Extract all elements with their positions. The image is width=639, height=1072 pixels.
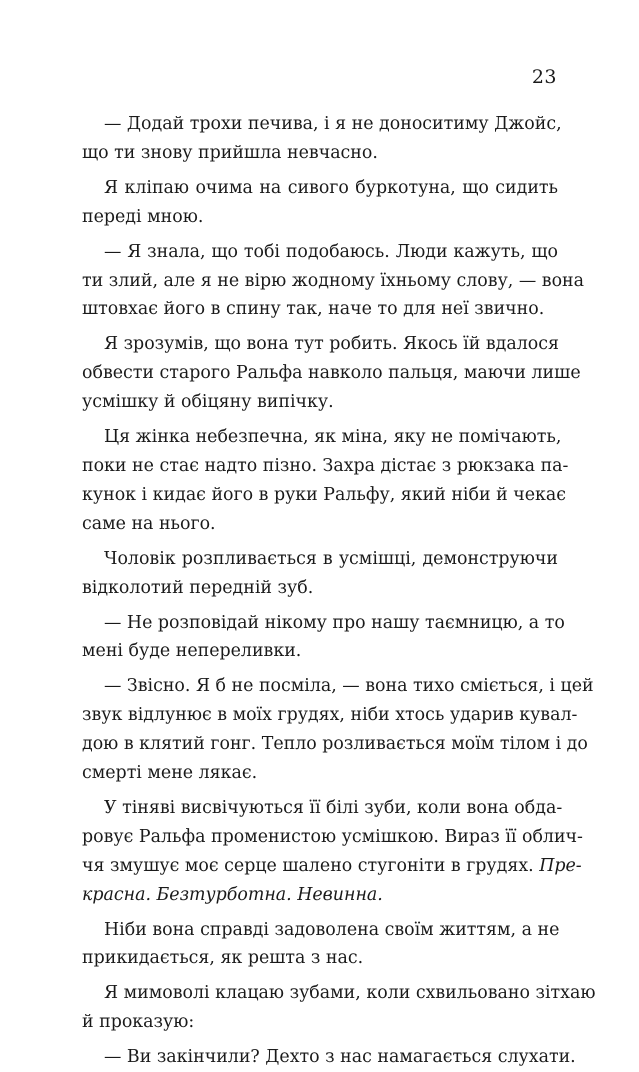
paragraph: [82, 110, 562, 168]
text-line: усмішку й обіцяну випічку.: [82, 392, 334, 413]
text-line: — Не розповідай нікому про нашу таємницю, а то: [104, 612, 565, 633]
paragraph: [82, 916, 558, 974]
text-line: Я мимоволі клацаю зубами, коли схвильовано зітхаю: [104, 983, 596, 1004]
italic-segment: Пре-: [539, 855, 582, 876]
text-line: — Ви закінчили? Дехто з нас намагається слухати.: [104, 1047, 576, 1068]
text-line: мені буде непереливки.: [82, 641, 302, 662]
text-line: Я зрозумів, що вона тут робить. Якось їй вдалося: [104, 334, 559, 355]
text-line: переді мною.: [82, 206, 204, 227]
text-line: штовхає його в спину так, наче то для неї звично.: [82, 299, 545, 320]
text-line: поки не стає надто пізно. Захра дістає з рюкзака па-: [82, 455, 569, 476]
text-line: дою в клятий гонг. Тепло розливається моїм тілом і до: [82, 734, 588, 755]
page-number: 23: [531, 66, 557, 88]
text-line: Ніби вона справді задоволена своїм життям, а не: [104, 919, 560, 940]
text-line: прикидається, як решта з нас.: [82, 948, 364, 969]
text-line: ровує Ральфа променистою усмішкою. Вираз її облич-: [82, 826, 583, 847]
text-line: звук відлунює в моїх грудях, ніби хтось ударив кувал-: [82, 705, 578, 726]
text-line: — Я знала, що тобі подобаюсь. Люди кажуть, що: [104, 241, 558, 262]
text-line: красна. Безтурботна. Невинна.: [82, 884, 383, 905]
text-line: Чоловік розпливається в усмішці, демонструючи: [104, 548, 558, 569]
paragraph: [82, 330, 581, 417]
paragraph: [82, 174, 558, 232]
text-line: — Додай трохи печива, і я не доноситиму Джойс,: [104, 114, 562, 134]
text-line: кунок і кидає його в руки Ральфу, який ніби й чекає: [82, 484, 566, 505]
paragraph: [82, 545, 558, 603]
paragraph: [82, 794, 583, 910]
text-line: й проказую:: [82, 1012, 195, 1033]
text-line: ти злий, але я не вірю жодному їхньому слову, — вона: [82, 270, 584, 291]
text-line: — Звісно. Я б не посміла, — вона тихо сміється, і цей: [104, 676, 594, 697]
paragraph: [82, 672, 594, 788]
paragraph: [82, 609, 565, 667]
paragraph: [82, 238, 584, 325]
text-segment: чя змушує моє серце шалено стугоніти в грудях.: [82, 855, 534, 876]
text-line: саме на нього.: [82, 513, 216, 534]
paragraph: [82, 423, 569, 539]
text-line: У тіняві висвічуються її білі зуби, коли вона обда-: [104, 797, 563, 818]
text-line-mixed: [82, 852, 582, 881]
text-body: [82, 110, 596, 1072]
text-line: обвести старого Ральфа навколо пальця, маючи лише: [82, 363, 581, 384]
paragraph: [82, 1043, 576, 1072]
text-line: Я кліпаю очима на сивого буркотуна, що сидить: [104, 177, 558, 198]
text-line: смерті мене лякає.: [82, 763, 258, 784]
text-line: Ця жінка небезпечна, як міна, яку не помічають,: [104, 427, 562, 448]
text-line: що ти знову прийшла невчасно.: [82, 142, 378, 163]
text-line: відколотий передній зуб.: [82, 577, 314, 598]
paragraph: [82, 979, 596, 1037]
